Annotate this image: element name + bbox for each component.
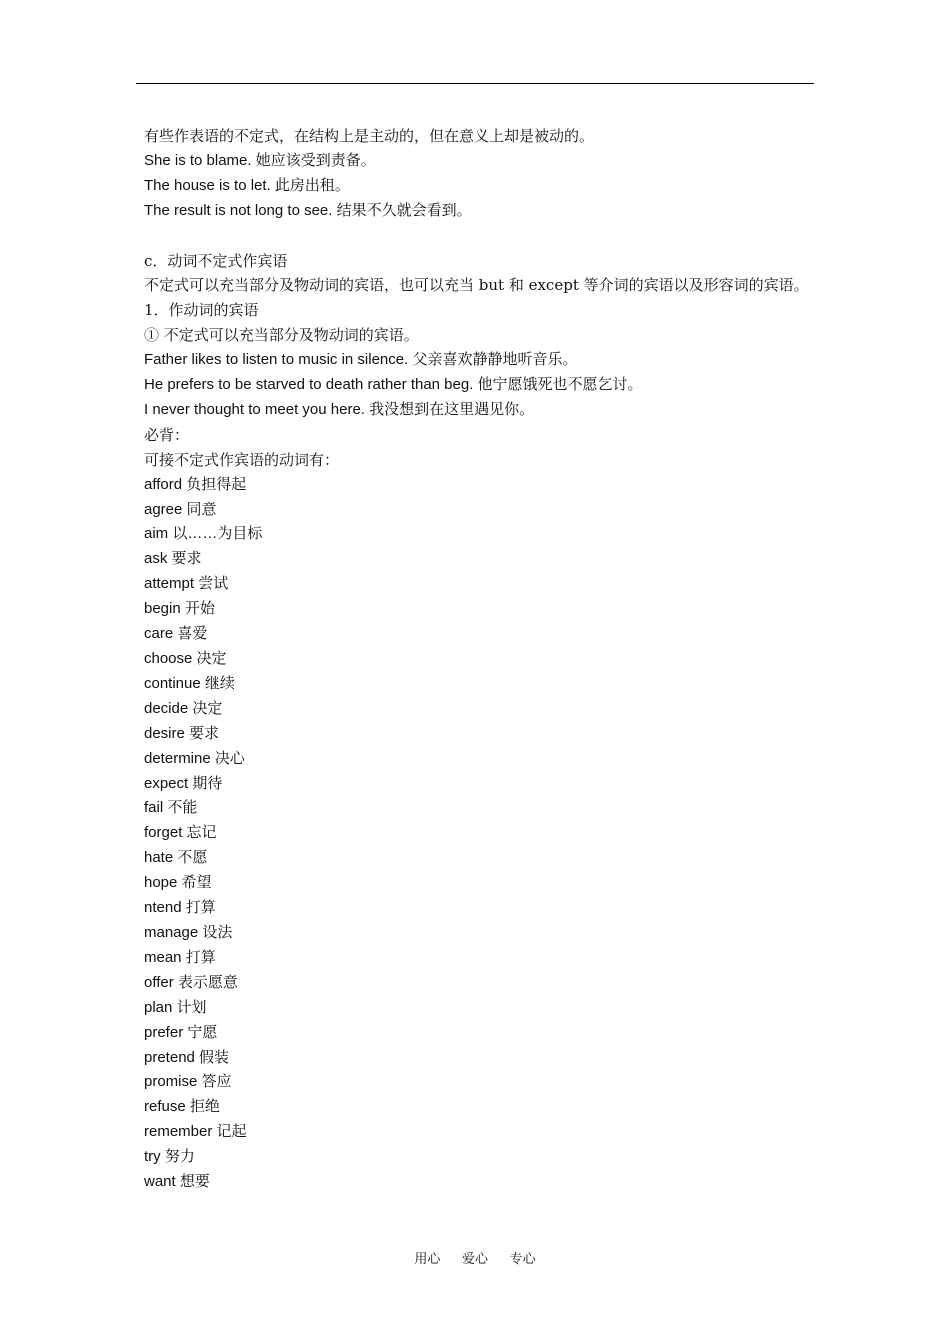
verb-item: try 努力 — [144, 1148, 195, 1166]
paragraph: 不定式可以充当部分及物动词的宾语，也可以充当 but 和 except 等介词的宾语以及形容词的宾语。 — [144, 276, 809, 295]
verb-item: decide 决定 — [144, 699, 223, 717]
example-sentence: She is to blame. 她应该受到责备。 — [144, 151, 376, 169]
verb-item: refuse 拒绝 — [144, 1098, 220, 1116]
verb-item: prefer 宁愿 — [144, 1023, 218, 1041]
verb-item: ntend 打算 — [144, 899, 216, 917]
verb-item: plan 计划 — [144, 998, 207, 1016]
verb-item: hate 不愿 — [144, 849, 208, 867]
subsection-heading: 1．作动词的宾语 — [144, 301, 259, 320]
verb-item: promise 答应 — [144, 1073, 232, 1091]
verb-item: hope 希望 — [144, 874, 212, 892]
verb-item: want 想要 — [144, 1173, 210, 1191]
verb-list — [137, 473, 817, 1195]
example-sentence: The house is to let. 此房出租。 — [144, 176, 350, 194]
verb-item: afford 负担得起 — [144, 475, 247, 493]
verb-item: remember 记起 — [144, 1123, 247, 1141]
verb-item: expect 期待 — [144, 774, 223, 792]
verb-item: pretend 假装 — [144, 1048, 230, 1066]
example-sentence: He prefers to be starved to death rather than beg. 他宁愿饿死也不愿乞讨。 — [144, 376, 643, 394]
verb-item: manage 设法 — [144, 923, 233, 941]
footer-item: 爱心 — [461, 1252, 488, 1267]
verb-item: desire 要求 — [144, 724, 220, 742]
verb-item: attempt 尝试 — [144, 575, 229, 593]
verb-item: ask 要求 — [144, 550, 202, 568]
document-body — [137, 124, 817, 1195]
paragraph: 有些作表语的不定式，在结构上是主动的，但在意义上却是被动的。 — [144, 127, 595, 145]
verb-item: agree 同意 — [144, 500, 217, 518]
header-rule — [136, 83, 814, 84]
verb-item: aim 以……为目标 — [144, 525, 263, 543]
verbs-intro: 可接不定式作宾语的动词有： — [144, 450, 340, 469]
example-sentence: Father likes to listen to music in silence. 父亲喜欢静静地听音乐。 — [144, 351, 578, 369]
verb-item: mean 打算 — [144, 948, 216, 966]
point: ① 不定式可以充当部分及物动词的宾语。 — [144, 326, 419, 345]
verb-item: offer 表示愿意 — [144, 973, 238, 991]
page-footer — [0, 1248, 950, 1267]
verb-item: continue 继续 — [144, 674, 235, 692]
section-heading: c．动词不定式作宾语 — [144, 251, 288, 270]
verb-item: fail 不能 — [144, 799, 198, 817]
verb-item: forget 忘记 — [144, 824, 217, 842]
footer-item: 专心 — [509, 1252, 536, 1267]
label-must-memorize: 必背： — [144, 425, 190, 444]
example-sentence: I never thought to meet you here. 我没想到在这里遇见你。 — [144, 400, 535, 418]
verb-item: begin 开始 — [144, 600, 215, 618]
footer-item: 用心 — [414, 1252, 441, 1267]
verb-item: care 喜爱 — [144, 625, 208, 643]
spacer — [137, 224, 817, 249]
example-sentence: The result is not long to see. 结果不久就会看到。 — [144, 201, 472, 219]
verb-item: determine 决心 — [144, 749, 245, 767]
verb-item: choose 决定 — [144, 650, 227, 668]
